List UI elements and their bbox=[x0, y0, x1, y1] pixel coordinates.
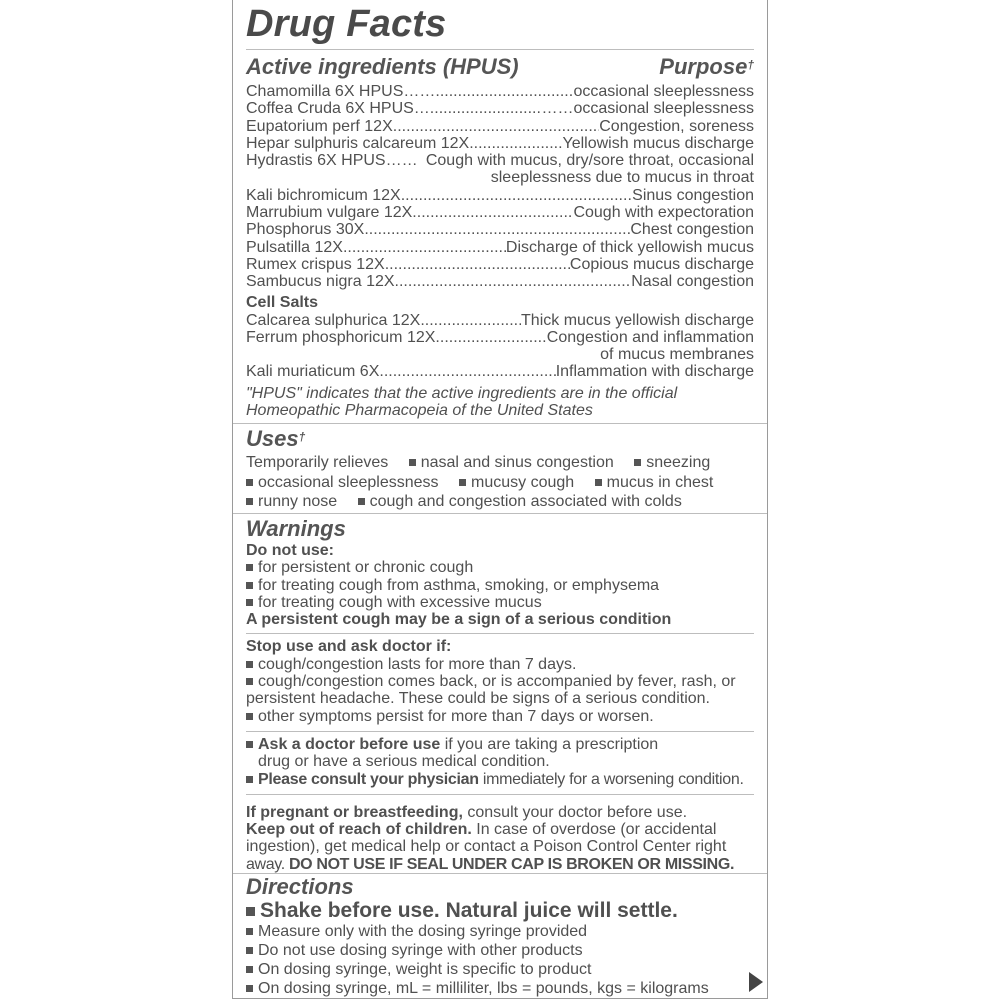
dot-leader bbox=[395, 273, 632, 290]
dot-leader bbox=[385, 256, 570, 273]
ingredient-purpose: Discharge of thick yellowish mucus bbox=[505, 238, 754, 256]
ingredient-row bbox=[246, 239, 754, 256]
dot-leader bbox=[364, 221, 630, 238]
ingredient-row bbox=[246, 187, 754, 204]
dot-leader bbox=[435, 83, 573, 100]
ingredient-name: Hydrastis 6X HPUS…… bbox=[246, 152, 418, 170]
ingredient-purpose: Congestion, soreness bbox=[599, 117, 754, 135]
persistent-cough-warning: A persistent cough may be a sign of a serious condition bbox=[246, 611, 672, 629]
stop-use-heading: Stop use and ask doctor if: bbox=[246, 638, 452, 656]
ingredient-name: Sambucus nigra 12X bbox=[246, 273, 395, 291]
ingredient-name: Marrubium vulgare 12X bbox=[246, 204, 413, 222]
warnings-section bbox=[246, 517, 754, 873]
ingredient-name: Kali bichromicum 12X bbox=[246, 186, 401, 204]
uses-row-3 bbox=[246, 492, 754, 512]
pregnant-line: If pregnant or breastfeeding, consult your doctor before use. bbox=[246, 803, 688, 821]
ingredient-purpose: Inflammation with discharge bbox=[555, 363, 754, 381]
ingredient-purpose-continued: sleeplessness due to mucus in throat bbox=[490, 169, 754, 187]
directions-section bbox=[246, 875, 754, 998]
consult-physician-line: Please consult your physician immediately for a worsening condition. bbox=[246, 771, 754, 788]
ingredient-row bbox=[246, 312, 754, 329]
ingredient-row bbox=[246, 273, 754, 290]
direction-item: Do not use dosing syringe with other products bbox=[246, 941, 754, 960]
ingredient-purpose: Cough with mucus, dry/sore throat, occasional bbox=[425, 152, 754, 170]
divider bbox=[246, 49, 754, 50]
uses-row-2 bbox=[246, 473, 754, 493]
ingredient-row bbox=[246, 152, 754, 169]
warning-item: for persistent or chronic cough bbox=[246, 559, 754, 576]
stop-item: cough/congestion lasts for more than 7 days. bbox=[246, 656, 754, 673]
hpus-note-line-2: Homeopathic Pharmacopeia of the United States bbox=[246, 402, 593, 420]
divider bbox=[246, 633, 754, 634]
ingredient-purpose: Nasal congestion bbox=[631, 273, 754, 291]
dot-leader bbox=[401, 187, 632, 204]
active-ingredients-heading: Active ingredients (HPUS) bbox=[246, 54, 519, 79]
ingredient-name: Kali muriaticum 6X bbox=[246, 363, 380, 381]
ingredient-purpose: Copious mucus discharge bbox=[569, 255, 754, 273]
ingredient-purpose: Sinus congestion bbox=[632, 186, 754, 204]
ingredient-row bbox=[246, 256, 754, 273]
ingredient-row bbox=[246, 135, 754, 152]
ingredient-row bbox=[246, 204, 754, 221]
ingredient-row bbox=[246, 329, 754, 346]
direction-item: On dosing syringe, weight is specific to product bbox=[246, 960, 754, 979]
ingredient-row bbox=[246, 118, 754, 135]
stop-item: other symptoms persist for more than 7 days or worsen. bbox=[246, 708, 754, 725]
uses-section bbox=[246, 427, 754, 512]
ingredient-purpose: Chest congestion bbox=[630, 221, 754, 239]
ingredient-row bbox=[246, 363, 754, 380]
active-ingredients-header bbox=[246, 54, 754, 80]
keep-out-line-2: ingestion), get medical help or contact a Poison Control Center right bbox=[246, 838, 727, 856]
dot-leader bbox=[343, 239, 506, 256]
shake-instruction: Shake before use. Natural juice will settle. bbox=[246, 899, 754, 922]
ask-doctor-line: Ask a doctor before use if you are taking a prescription bbox=[246, 736, 754, 753]
ingredient-purpose: Yellowish mucus discharge bbox=[562, 134, 754, 152]
uses-intro: Temporarily relieves bbox=[246, 454, 389, 471]
cell-salts-list bbox=[246, 312, 754, 381]
stop-item: cough/congestion comes back, or is accompanied by fever, rash, or bbox=[246, 673, 754, 690]
ingredient-purpose: ……occasional sleeplessness bbox=[541, 100, 754, 118]
ingredient-row bbox=[246, 100, 754, 117]
use-item: cough and congestion associated with colds bbox=[358, 493, 682, 510]
ingredient-purpose: Cough with expectoration bbox=[573, 204, 754, 222]
ingredient-name: Coffea Cruda 6X HPUS… bbox=[246, 100, 430, 118]
use-item: sneezing bbox=[634, 454, 710, 471]
use-item: occasional sleeplessness bbox=[246, 474, 439, 491]
divider bbox=[246, 731, 754, 732]
dot-leader bbox=[412, 204, 573, 221]
triangle-right-icon[interactable] bbox=[749, 972, 763, 992]
warning-item: for treating cough from asthma, smoking, or emphysema bbox=[246, 577, 754, 594]
ingredient-row bbox=[246, 83, 754, 100]
uses-heading: Uses† bbox=[246, 426, 306, 451]
ingredient-row bbox=[246, 221, 754, 238]
use-item: nasal and sinus congestion bbox=[409, 454, 614, 471]
keep-out-line: Keep out of reach of children. In case of overdose (or accidental bbox=[246, 821, 717, 839]
dot-leader bbox=[393, 118, 599, 135]
ingredient-name: Rumex crispus 12X bbox=[246, 255, 385, 273]
ingredient-name: Chamomilla 6X HPUS…… bbox=[246, 83, 436, 100]
keep-out-line-3: away. DO NOT USE IF SEAL UNDER CAP IS BROKEN OR MISSING. bbox=[246, 855, 735, 873]
dot-leader bbox=[379, 363, 555, 380]
stop-item-continued: persistent headache. These could be signs of a serious condition. bbox=[246, 690, 710, 708]
directions-heading: Directions bbox=[246, 874, 354, 899]
warnings-heading: Warnings bbox=[246, 516, 346, 541]
cell-salts-heading: Cell Salts bbox=[246, 293, 319, 311]
ingredient-name: Ferrum phosphoricum 12X bbox=[246, 328, 436, 346]
dot-leader bbox=[469, 135, 562, 152]
use-item: mucusy cough bbox=[459, 474, 574, 491]
ingredient-purpose: Thick mucus yellowish discharge bbox=[521, 311, 754, 329]
dot-leader bbox=[430, 100, 542, 117]
ingredient-name: Hepar sulphuris calcareum 12X bbox=[246, 134, 470, 152]
drug-facts-panel bbox=[232, 0, 768, 999]
warning-item: for treating cough with excessive mucus bbox=[246, 594, 754, 611]
direction-item: Measure only with the dosing syringe provided bbox=[246, 922, 754, 941]
ingredient-name: Eupatorium perf 12X bbox=[246, 117, 393, 135]
ask-doctor-continued: drug or have a serious medical condition. bbox=[258, 753, 550, 771]
use-item: runny nose bbox=[246, 493, 337, 510]
section-divider bbox=[233, 423, 767, 424]
direction-item: On dosing syringe, mL = milliliter, lbs = pounds, kgs = kilograms bbox=[246, 979, 754, 998]
drug-facts-content bbox=[246, 0, 754, 419]
hpus-note-line-1: "HPUS" indicates that the active ingredients are in the official bbox=[246, 384, 678, 402]
ingredients-list bbox=[246, 83, 754, 291]
do-not-use-heading: Do not use: bbox=[246, 542, 334, 559]
ingredient-name: Pulsatilla 12X bbox=[246, 238, 343, 256]
section-divider bbox=[233, 513, 767, 514]
ingredient-purpose: Congestion and inflammation bbox=[546, 328, 754, 346]
divider bbox=[246, 794, 754, 795]
ingredient-purpose-continued: of mucus membranes bbox=[600, 346, 754, 364]
drug-facts-title: Drug Facts bbox=[246, 3, 447, 45]
uses-row-1 bbox=[246, 453, 754, 473]
ingredient-name: Phosphorus 30X bbox=[246, 221, 365, 239]
ingredient-name: Calcarea sulphurica 12X bbox=[246, 311, 421, 329]
purpose-heading: Purpose† bbox=[659, 54, 754, 79]
use-item: mucus in chest bbox=[595, 474, 714, 491]
dot-leader bbox=[435, 329, 546, 346]
dot-leader bbox=[420, 312, 521, 329]
ingredient-purpose: occasional sleeplessness bbox=[573, 83, 754, 100]
